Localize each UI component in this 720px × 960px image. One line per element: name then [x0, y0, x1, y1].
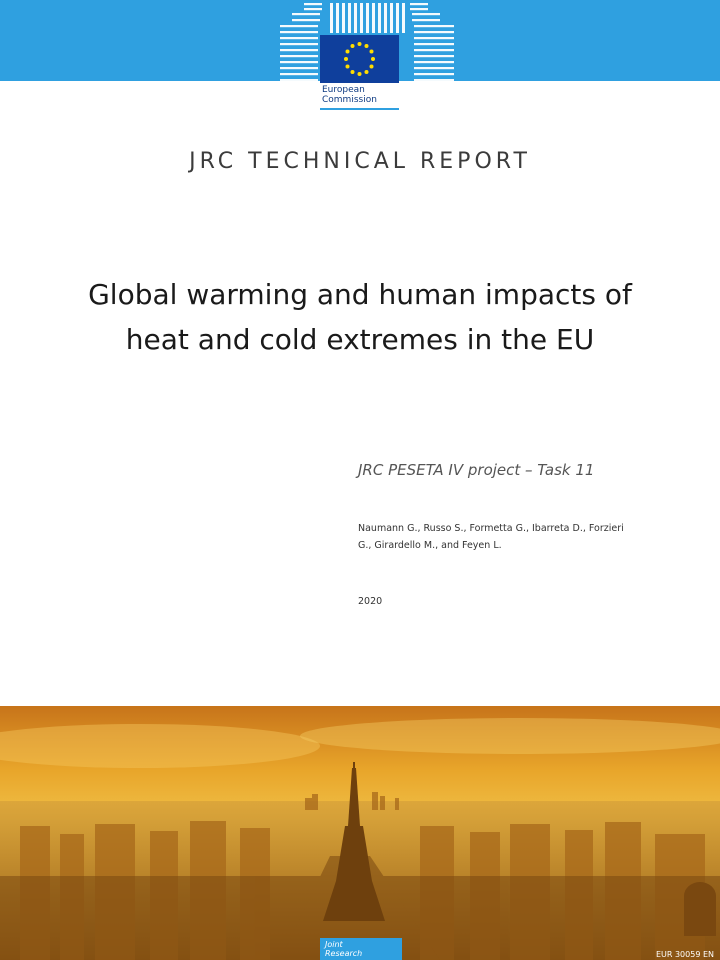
eur-number: EUR 30059 EN	[655, 950, 714, 959]
logo-underline	[320, 108, 399, 110]
badge-line1: Joint	[325, 940, 343, 949]
commission-name	[322, 85, 377, 105]
report-type-heading: JRC TECHNICAL REPORT	[189, 149, 531, 174]
report-title-line2: heat and cold extremes in the EU	[125, 323, 595, 356]
report-title	[60, 272, 660, 362]
project-subtitle: JRC PESETA IV project – Task 11	[358, 461, 595, 479]
report-title-line1: Global warming and human impacts of	[88, 278, 632, 311]
commission-name-line1: European	[322, 85, 365, 95]
author-list-line2: G., Girardello M., and Feyen L.	[358, 540, 502, 551]
author-list-line1: Naumann G., Russo S., Formetta G., Ibarreta D., Forzieri	[358, 523, 624, 534]
badge-line2: Research	[325, 949, 363, 958]
city-skyline-photo	[0, 706, 720, 960]
commission-name-line2: Commission	[322, 95, 377, 105]
joint-research-badge-text	[325, 940, 362, 958]
publication-year: 2020	[358, 596, 383, 607]
author-list	[358, 520, 648, 554]
